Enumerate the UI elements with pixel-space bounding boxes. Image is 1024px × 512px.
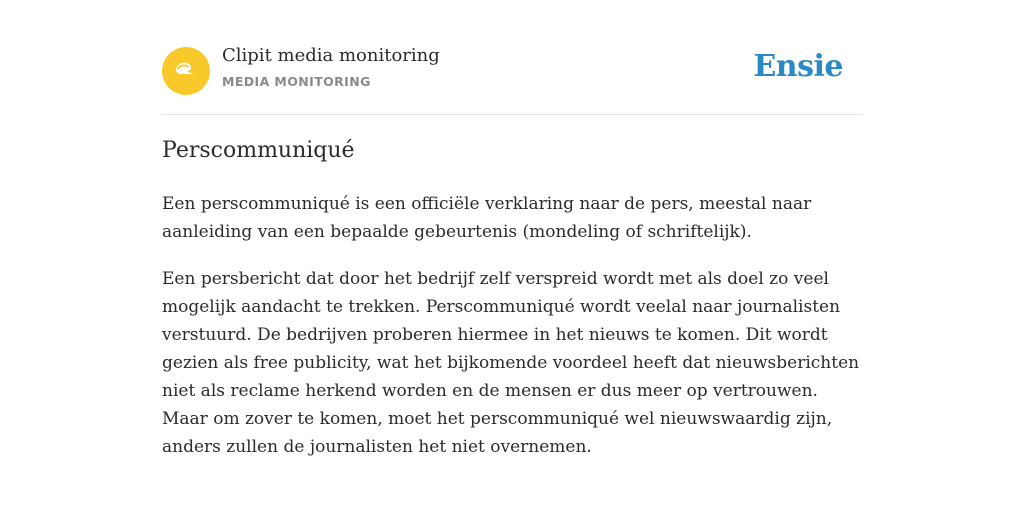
definition-card — [162, 0, 862, 457]
definition-paragraph: Een persbericht dat door het bedrijf zelf verspreid wordt met als doel zo veel mogelijk aandacht te trekken. Perscommuniqué wordt veelal naar journalisten verstuurd. De bedrijven proberen hiermee in het nieuws te komen. Dit wordt gezien als free publicity, wat het bijkomende voordeel heeft dat nieuwsberichten niet als reclame herkend worden en de mensen er dus meer op vertrouwen. Maar om zover te komen, moet het perscommuniqué wel nieuwswaardig zijn, anders zullen de journalisten het niet overnemen. — [162, 269, 860, 457]
source-name[interactable]: Clipit media monitoring — [222, 45, 440, 66]
source-category: MEDIA MONITORING — [222, 74, 371, 89]
speech-bubble-icon — [162, 47, 210, 95]
page-title: Perscommuniqué — [162, 138, 355, 163]
definition-paragraph: Een perscommuniqué is een officiële verklaring naar de pers, meestal naar aanleiding van een bepaalde gebeurtenis (mondeling of schriftelijk). — [162, 194, 812, 242]
source-avatar[interactable] — [162, 47, 210, 95]
card-header — [162, 0, 862, 115]
brand-logo[interactable]: Ensie — [753, 49, 843, 84]
